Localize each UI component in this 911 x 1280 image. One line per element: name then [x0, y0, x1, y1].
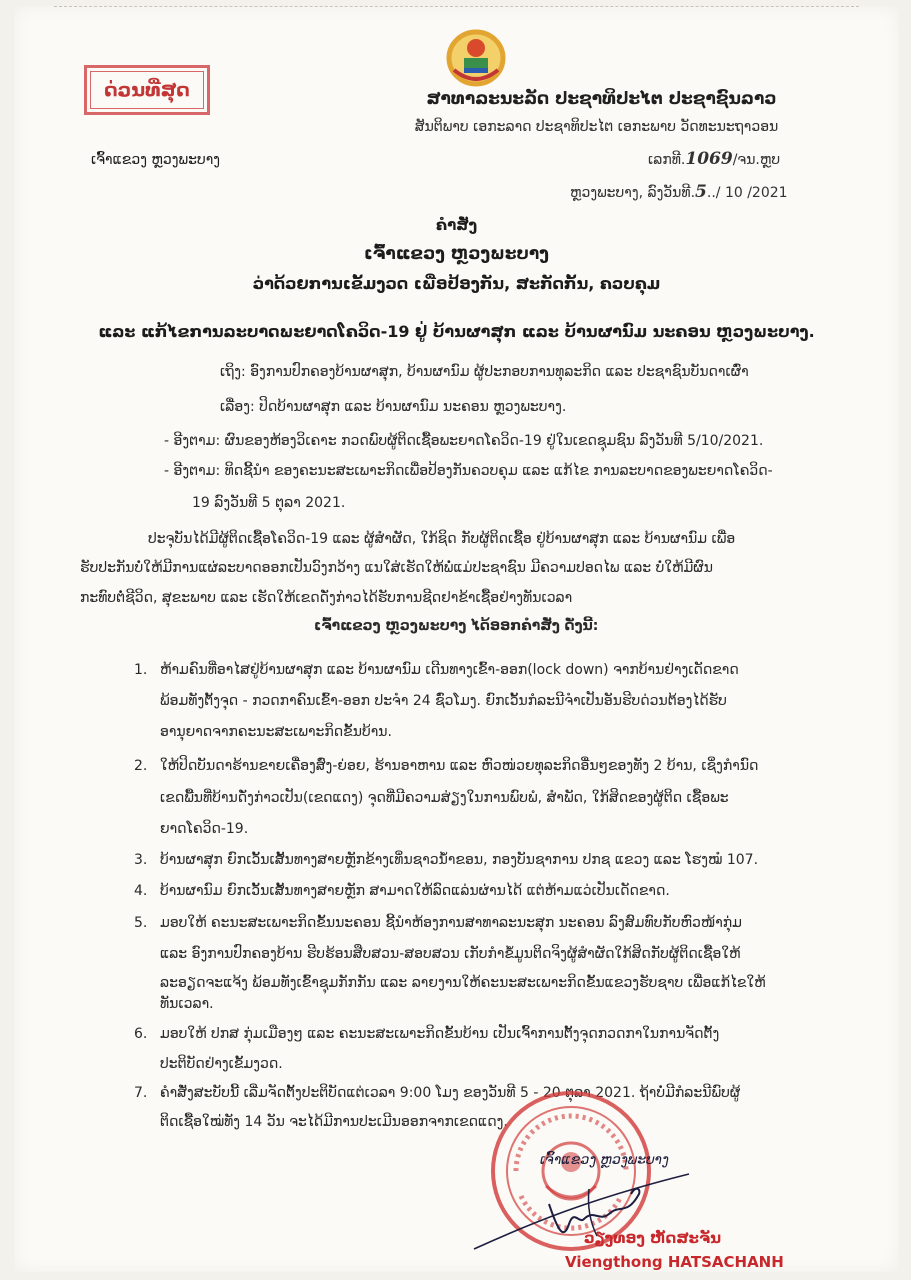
reference-basis-2a: - ອີງຕາມ: ທິດຊີ້ນຳ ຂອງຄະນະສະເພາະກິດເພື່ອປ້ອງກັນຄວບຄຸມ ແລະ ແກ້ໄຂ ການລະບາດຂອງພະຍາດໂຄວິດ-: [164, 463, 773, 479]
top-edge-line: [54, 6, 859, 12]
nation-name: ສາທາລະນະລັດ ປະຊາທິປະໄຕ ປະຊາຊົນລາວ: [426, 89, 777, 109]
issuer-office: ເຈົ້າແຂວງ ຫຼວງພະບາງ: [91, 152, 221, 168]
item-line: ຫ້າມຄົນທີ່ອາໄສຢູ່ບ້ານຜາສຸກ ແລະ ບ້ານຜານົມ ເດີນທາງເຂົ້າ-ອອກ(lock down) ຈາກບ້ານຢ່າງເດັດຂາດ: [160, 662, 739, 678]
preamble-line-3: ກະທົບຕໍ່ຊີວິດ, ສຸຂະພາບ ແລະ ເຮັດໃຫ້ເຂດດັ່ງກ່າວໄດ້ຮັບການຊີດຢາຂ້າເຊື້ອຢ່າງທັນເວລາ: [80, 590, 573, 606]
authority-heading: ເຈົ້າແຂວງ ຫຼວງພະບາງ: [364, 244, 549, 264]
doc-no-value: 1069: [685, 149, 733, 169]
item-number: 2.: [134, 758, 148, 774]
date-rest: ../ 10 /2021: [706, 185, 788, 201]
item-line: ອານຸຍາດຈາກຄະນະສະເພາະກິດຂັ້ນບ້ານ.: [160, 724, 392, 740]
item-number: 1.: [134, 662, 148, 678]
item-line: ບ້ານຜານົມ ຍົກເວັ້ນເສັ້ນທາງສາຍຫຼັກ ສາມາດໃຫ້ລົດແລ່ນຜ່ານໄດ້ ແຕ່ຫ້າມແວ່ເປັນເດັດຂາດ.: [160, 883, 670, 899]
issues-order-line: ເຈົ້າແຂວງ ຫຼວງພະບາງ ໄດ້ອອກຄຳສັ່ງ ດັ່ງນີ້:: [314, 618, 599, 634]
item-number: 4.: [134, 883, 148, 899]
signer-name-english: Viengthong HATSACHANH: [565, 1253, 784, 1271]
reference-subject: ເລື່ອງ: ປິດບ້ານຜາສຸກ ແລະ ບ້ານຜານົມ ນະຄອນ ຫຼວງພະບາງ.: [220, 399, 567, 415]
item-line: ມອບໃຫ້ ຄະນະສະເພາະກິດຂັ້ນນະຄອນ ຊີ້ນຳຫ້ອງການສາທາລະນະສຸກ ນະຄອນ ລົງສົມທົບກັບຫົວໜ້າກຸ່ມ: [160, 915, 742, 931]
reference-basis-1: - ອີງຕາມ: ຜົນຂອງຫ້ອງວິເຄາະ ກວດພົບຜູ້ຕິດເຊື້ອພະຍາດໂຄວິດ-19 ຢູ່ໃນເຂດຊຸມຊົນ ລົງວັນທີ 5/10/2021.: [164, 433, 764, 449]
item-line: ພ້ອມທັງຕັ້ງຈຸດ - ກວດກາຄົນເຂົ້າ-ອອກ ປະຈຳ 24 ຊົ່ວໂມງ. ຍົກເວັ້ນກໍລະນີຈຳເປັນອັນຮີບດ່ວນຕ້ອງໄດ້ຮັບ: [160, 693, 727, 709]
national-emblem-icon: [444, 28, 508, 88]
item-line: ລະອຽດຈະແຈ້ງ ພ້ອມທັງເຂົ້າຊຸມກັກກັນ ແລະ ລາຍງານໃຫ້ຄະນະສະເພາະກິດຂັ້ນແຂວງຮັບຊາບ ເພື່ອແກ້ໄຂໃຫ້: [160, 975, 766, 991]
item-line: ເຂດພື້ນທີ່ບ້ານດັ່ງກ່າວເປັນ(ເຂດແດງ) ຈຸດທີ່ມີຄວາມສ່ຽງໃນການພົບພໍ, ສຳພັດ, ໃກ້ສິດຂອງຜູ້ຕິດ ເຊື້ອພະ: [160, 790, 729, 806]
preamble-line-1: ປະຈຸບັນໄດ້ມີຜູ້ຕິດເຊື້ອໂຄວິດ-19 ແລະ ຜູ້ສຳຜັດ, ໃກ້ຊິດ ກັບຜູ້ຕິດເຊື້ອ ຢູ່ບ້ານຜາສຸກ ແລະ ບ້ານຜານົມ ເພື່ອ: [148, 531, 736, 547]
item-line: ມອບໃຫ້ ປກສ ກຸ່ມເມືອງໆ ແລະ ຄະນະສະເພາະກິດຂັ້ນບ້ານ ເປັນເຈົ້າການຕັ້ງຈຸດກວດກາໃນການຈັດຕັ້ງ: [160, 1026, 720, 1042]
reference-basis-2b: 19 ລົງວັນທີ 5 ຕຸລາ 2021.: [192, 495, 346, 511]
signature-title: ເຈົ້າແຂວງ ຫຼວງພະບາງ: [540, 1152, 669, 1168]
item-number: 6.: [134, 1026, 148, 1042]
date-day: 5: [695, 182, 707, 202]
order-heading: ຄຳສັ່ງ: [435, 216, 478, 234]
nation-motto: ສັນຕິພາບ ເອກະລາດ ປະຊາທິປະໄຕ ເອກະພາບ ວັດທະນະຖາວອນ: [414, 119, 779, 135]
signer-name-lao: ວຽງທອງ ຫັດສະຈັນ: [584, 1229, 722, 1247]
document-date: [570, 182, 788, 202]
urgent-stamp: ດ່ວນທີ່ສຸດ: [84, 65, 210, 115]
item-line: ຕິດເຊື້ອໃໝ່ທັງ 14 ວັນ ຈະໄດ້ມີການປະເມີນອອກຈາກເຂດແດງ.: [160, 1114, 508, 1130]
item-line: ຄຳສັ່ງສະບັບນີ້ ເລີ່ມຈັດຕັ້ງປະຕິບັດແຕ່ເວລາ 9:00 ໂມງ ຂອງວັນທີ 5 - 20 ຕຸລາ 2021. ຖ້າບໍ່ມີກໍລະນີພົບຜູ້: [160, 1085, 741, 1101]
date-prefix: ຫຼວງພະບາງ, ລົງວັນທີ.: [570, 185, 696, 201]
item-line: ທັນເວລາ.: [160, 996, 214, 1012]
item-number: 5.: [134, 915, 148, 931]
item-line: ຍາດໂຄວິດ-19.: [160, 821, 249, 837]
preamble-line-2: ຮັບປະກັນບໍ່ໃຫ້ມີການແຜ່ລະບາດອອກເປັນວົງກວ້າງ ແນໃສ່ເຮັດໃຫ້ພໍ່ແມ່ປະຊາຊົນ ມີຄວາມປອດໄພ ແລະ ບໍ່ໃຫ້ມີຜົນ: [80, 560, 713, 576]
document-page: [14, 6, 899, 1272]
reference-to: ເຖິງ: ອົງການປົກຄອງບ້ານຜາສຸກ, ບ້ານຜານົມ ຜູ້ປະກອບການທຸລະກິດ ແລະ ປະຊາຊົນບັນດາເຜົ່າ: [220, 364, 749, 380]
item-line: ແລະ ອົງການປົກຄອງບ້ານ ຮີບຮ້ອນສືບສວນ-ສອບສວນ ເກັບກຳຂໍ້ມູນຕິດຈິງຜູ້ສຳຜັດໃກ້ສິດກັບຜູ້ຕິດເຊື້ອໃຫ້: [160, 946, 741, 962]
subject-line-2: ແລະ ແກ້ໄຂການລະບາດພະຍາດໂຄວິດ-19 ຢູ່ ບ້ານຜາສຸກ ແລະ ບ້ານຜານົມ ນະຄອນ ຫຼວງພະບາງ.: [98, 322, 815, 341]
item-line: ໃຫ້ປິດບັນດາຮ້ານຂາຍເຄື່ອງສົ່ງ-ຍ່ອຍ, ຮ້ານອາຫານ ແລະ ຫົວໜ່ວຍທຸລະກິດອື່ນໆຂອງທັງ 2 ບ້ານ, ເຊິ່ງກຳນົດ: [160, 758, 759, 774]
doc-no-prefix: ເລກທີ.: [648, 152, 686, 168]
item-number: 3.: [134, 852, 148, 868]
item-line: ປະຕິບັດຢ່າງເຂັ້ມງວດ.: [160, 1056, 283, 1072]
subject-line-1: ວ່າດ້ວຍການເຂັ້ມງວດ ເພື່ອປ້ອງກັນ, ສະກັດກັ້ນ, ຄວບຄຸມ: [252, 274, 661, 293]
item-number: 7.: [134, 1085, 148, 1101]
document-number: [648, 149, 780, 169]
item-line: ບ້ານຜາສຸກ ຍົກເວັ້ນເສັ້ນທາງສາຍຫຼັກຂ້າງເທິ່ນຊາວນ້ຳຂອນ, ກອງບັນຊາການ ປກຊ ແຂວງ ແລະ ໂຮງໝໍ 107.: [160, 852, 759, 868]
doc-no-suffix: /ຈນ.ຫຼບ: [732, 152, 781, 168]
